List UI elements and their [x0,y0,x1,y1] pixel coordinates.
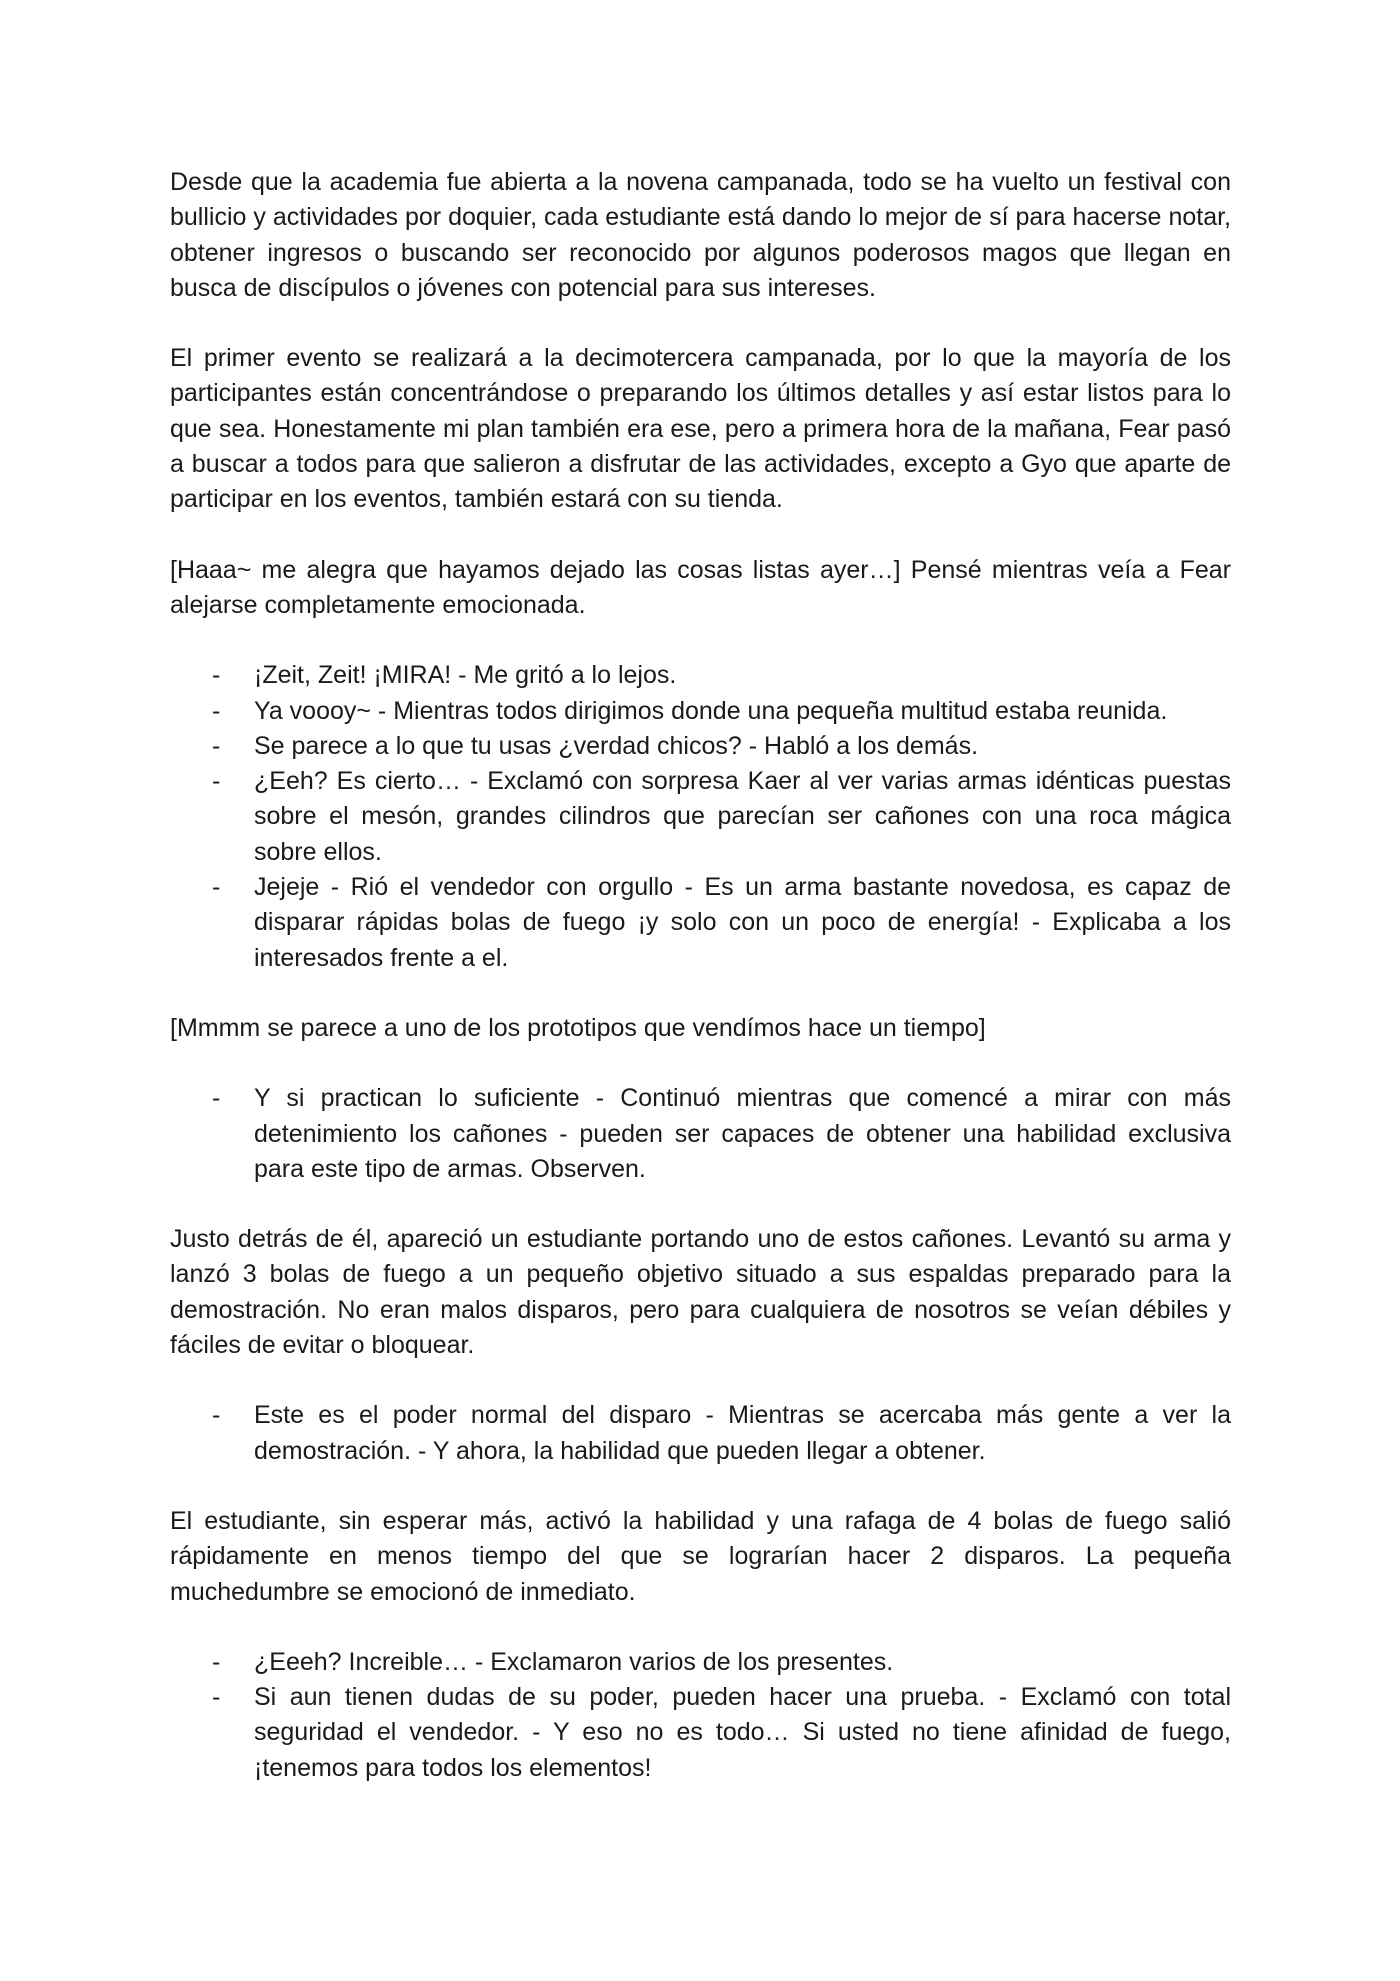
paragraph: [Haaa~ me alegra que hayamos dejado las cosas listas ayer…] Pensé mientras veía a Fear alejarse completamente emocionada. [170,555,1231,619]
dialogue-line [170,658,1231,693]
dialogue-text: Y si practican lo suficiente - Continuó mientras que comencé a mirar con más detenimiento los cañones - pueden ser capaces de obtener una habilidad exclusiva para este tipo de armas. Observen. [254,1084,1231,1183]
dialogue-text: ¿Eeeh? Increible… - Exclamaron varios de los presentes. [254,1647,894,1676]
dash-bullet: - [212,661,221,690]
dialogue-line [170,694,1231,729]
dash-bullet: - [212,873,221,902]
dash-bullet: - [212,1683,221,1712]
dialogue-text: Ya voooy~ - Mientras todos dirigimos donde una pequeña multitud estaba reunida. [254,696,1168,725]
dialogue-text: Jejeje - Rió el vendedor con orgullo - Es un arma bastante novedosa, es capaz de disparar rápidas bolas de fuego ¡y solo con un poco de energía! - Explicaba a los interesados frente a el. [254,873,1231,972]
paragraph: El estudiante, sin esperar más, activó la habilidad y una rafaga de 4 bolas de fuego salió rápidamente en menos tiempo del que se lograrían hacer 2 disparos. La pequeña muchedumbre se emocionó de inmediato. [170,1506,1231,1606]
dialogue-line [170,1645,1231,1680]
paragraph: Desde que la academia fue abierta a la novena campanada, todo se ha vuelto un festival con bullicio y actividades por doquier, cada estudiante está dando lo mejor de sí para hacerse notar, obtener ingresos o buscando ser reconocido por algunos poderosos magos que llegan en busca de discípulos o jóvenes con potencial para sus intereses. [170,168,1231,302]
dialogue-line [170,1680,1231,1786]
paragraph: [Mmmm se parece a uno de los prototipos que vendímos hace un tiempo] [170,1013,986,1042]
paragraph: El primer evento se realizará a la decimotercera campanada, por lo que la mayoría de los participantes están concentrándose o preparando los últimos detalles y así estar listos para lo que sea. Honestamente mi plan también era ese, pero a primera hora de la mañana, Fear pasó a buscar a todos para que salieron a disfrutar de las actividades, excepto a Gyo que aparte de participar en los eventos, también estará con su tienda. [170,344,1231,514]
dialogue-list [170,658,1231,976]
dialogue-text: Si aun tienen dudas de su poder, pueden hacer una prueba. - Exclamó con total seguridad el vendedor. - Y eso no es todo… Si usted no tiene afinidad de fuego, ¡tenemos para todos los elementos! [254,1683,1231,1782]
dialogue-line [170,1081,1231,1187]
dialogue-line [170,729,1231,764]
dash-bullet: - [212,1647,221,1676]
dash-bullet: - [212,696,221,725]
dialogue-line [170,764,1231,870]
dash-bullet: - [212,767,221,796]
dialogue-text: Se parece a lo que tu usas ¿verdad chicos? - Habló a los demás. [254,731,979,760]
dialogue-list [170,1645,1231,1786]
dialogue-text: ¿Eeh? Es cierto… - Exclamó con sorpresa Kaer al ver varias armas idénticas puestas sobre el mesón, grandes cilindros que parecían ser cañones con una roca mágica sobre ellos. [254,767,1231,866]
paragraph: Justo detrás de él, apareció un estudiante portando uno de estos cañones. Levantó su arma y lanzó 3 bolas de fuego a un pequeño objetivo situado a sus espaldas preparado para la demostración. No eran malos disparos, pero para cualquiera de nosotros se veían débiles y fáciles de evitar o bloquear. [170,1225,1231,1360]
dialogue-list [170,1398,1231,1469]
dialogue-list [170,1081,1231,1187]
dialogue-line [170,1398,1231,1469]
dash-bullet: - [212,731,221,760]
document-page [170,165,1231,1821]
dialogue-line [170,870,1231,976]
dash-bullet: - [212,1084,221,1113]
dialogue-text: ¡Zeit, Zeit! ¡MIRA! - Me gritó a lo lejos. [254,661,677,690]
dash-bullet: - [212,1401,221,1430]
dialogue-text: Este es el poder normal del disparo - Mientras se acercaba más gente a ver la demostración. - Y ahora, la habilidad que pueden llegar a obtener. [254,1401,1231,1465]
